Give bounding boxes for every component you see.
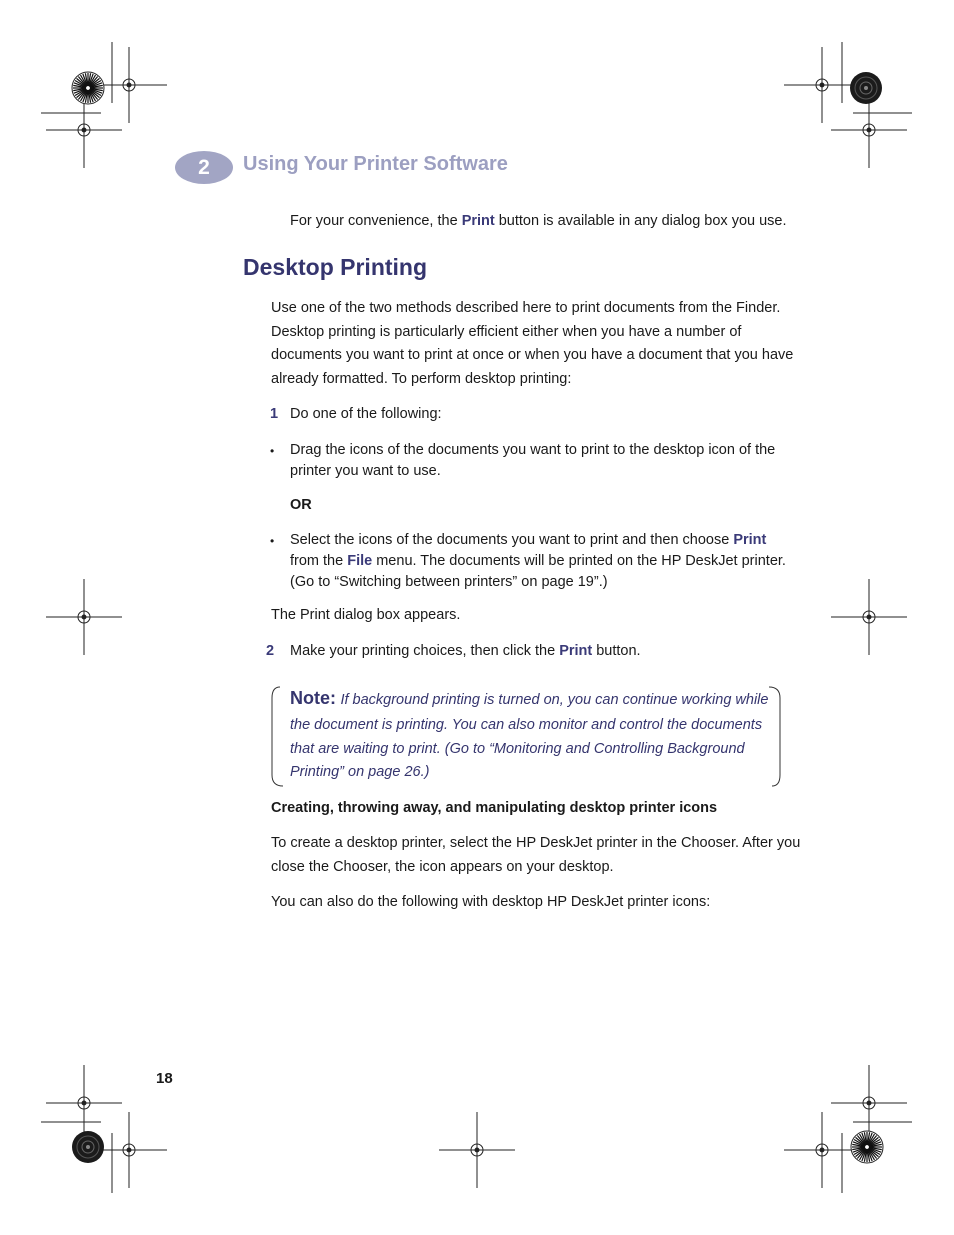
paragraph-line: close the Chooser, the icon appears on your desktop. (271, 858, 614, 875)
intro-text-before: For your convenience, the (290, 213, 462, 229)
registration-target-icon (784, 1112, 860, 1188)
registration-target-icon (439, 1112, 515, 1188)
color-sunburst-icon (851, 1131, 883, 1163)
bullet-icon: • (270, 444, 275, 458)
or-label: OR (290, 497, 312, 513)
bullet-line (290, 551, 786, 572)
chapter-title: Using Your Printer Software (243, 153, 508, 175)
registration-target-icon (46, 579, 122, 655)
bullet-text: Select the icons of the documents you want to print and then choose (290, 532, 734, 548)
registration-target-icon (46, 1065, 122, 1141)
page-number: 18 (156, 1070, 173, 1087)
subheading: Creating, throwing away, and manipulating desktop printer icons (271, 800, 718, 816)
color-wheel-icon (850, 72, 882, 104)
note-line: the document is printing. You can also monitor and control the documents (290, 717, 763, 733)
chapter-number-badge: 2 (175, 151, 233, 184)
bullet-line: (Go to “Switching between printers” on page 19”.) (290, 574, 608, 590)
step-number: 1 (270, 406, 279, 422)
bullet-item (290, 440, 775, 482)
paragraph-line: Use one of the two methods described here to print documents from the Finder. (271, 300, 781, 316)
bullet-line (290, 530, 786, 551)
note-label: Note: (290, 688, 336, 708)
note-first-line (290, 688, 768, 713)
print-keyword: Print (559, 643, 593, 659)
registration-target-icon (831, 1065, 907, 1141)
intro-line (290, 210, 787, 234)
step-number: 2 (266, 643, 275, 659)
also-paragraph: You can also do the following with desktop HP DeskJet printer icons: (271, 894, 711, 910)
paragraph-line: To create a desktop printer, select the HP DeskJet printer in the Chooser. After you (271, 835, 801, 851)
note-line: that are waiting to print. (Go to “Monitoring and Controlling Background (290, 740, 745, 757)
note-text: If background printing is turned on, you can continue working while (340, 692, 769, 708)
note-line: Printing” on page 26.) (290, 764, 430, 780)
intro-text-after: button is available in any dialog box you use. (494, 213, 787, 229)
section-heading: Desktop Printing (243, 254, 428, 280)
paragraph-line: already formatted. To perform desktop printing: (271, 370, 572, 387)
registration-target-icon (784, 47, 860, 123)
bullet-icon: • (270, 534, 275, 548)
print-keyword: Print (733, 532, 767, 548)
paragraph-line: documents you want to print at once or when you have a document that you have (271, 347, 794, 363)
bullet-line: Drag the icons of the documents you want to print to the desktop icon of the (290, 442, 776, 458)
registration-target-icon (831, 579, 907, 655)
color-sunburst-icon (72, 72, 104, 104)
step-text: Do one of the following: (290, 406, 442, 422)
color-wheel-icon (72, 1131, 104, 1163)
bullet-item (290, 530, 786, 593)
step-text (290, 640, 641, 664)
file-keyword: File (347, 553, 373, 569)
bullet-text: menu. The documents will be printed on the HP DeskJet printer. (372, 553, 786, 569)
section-paragraph (271, 297, 793, 391)
bullet-text: from the (290, 553, 348, 569)
bullet-line: printer you want to use. (290, 463, 441, 479)
note-body (290, 714, 762, 785)
print-keyword: Print (461, 213, 495, 229)
dialog-appears-text: The Print dialog box appears. (271, 607, 461, 623)
create-paragraph (271, 832, 800, 879)
note-box (270, 686, 782, 787)
step-text-before: Make your printing choices, then click the (290, 643, 560, 659)
step-text-after: button. (592, 643, 641, 659)
paragraph-line: Desktop printing is particularly efficient either when you have a number of (271, 323, 742, 340)
